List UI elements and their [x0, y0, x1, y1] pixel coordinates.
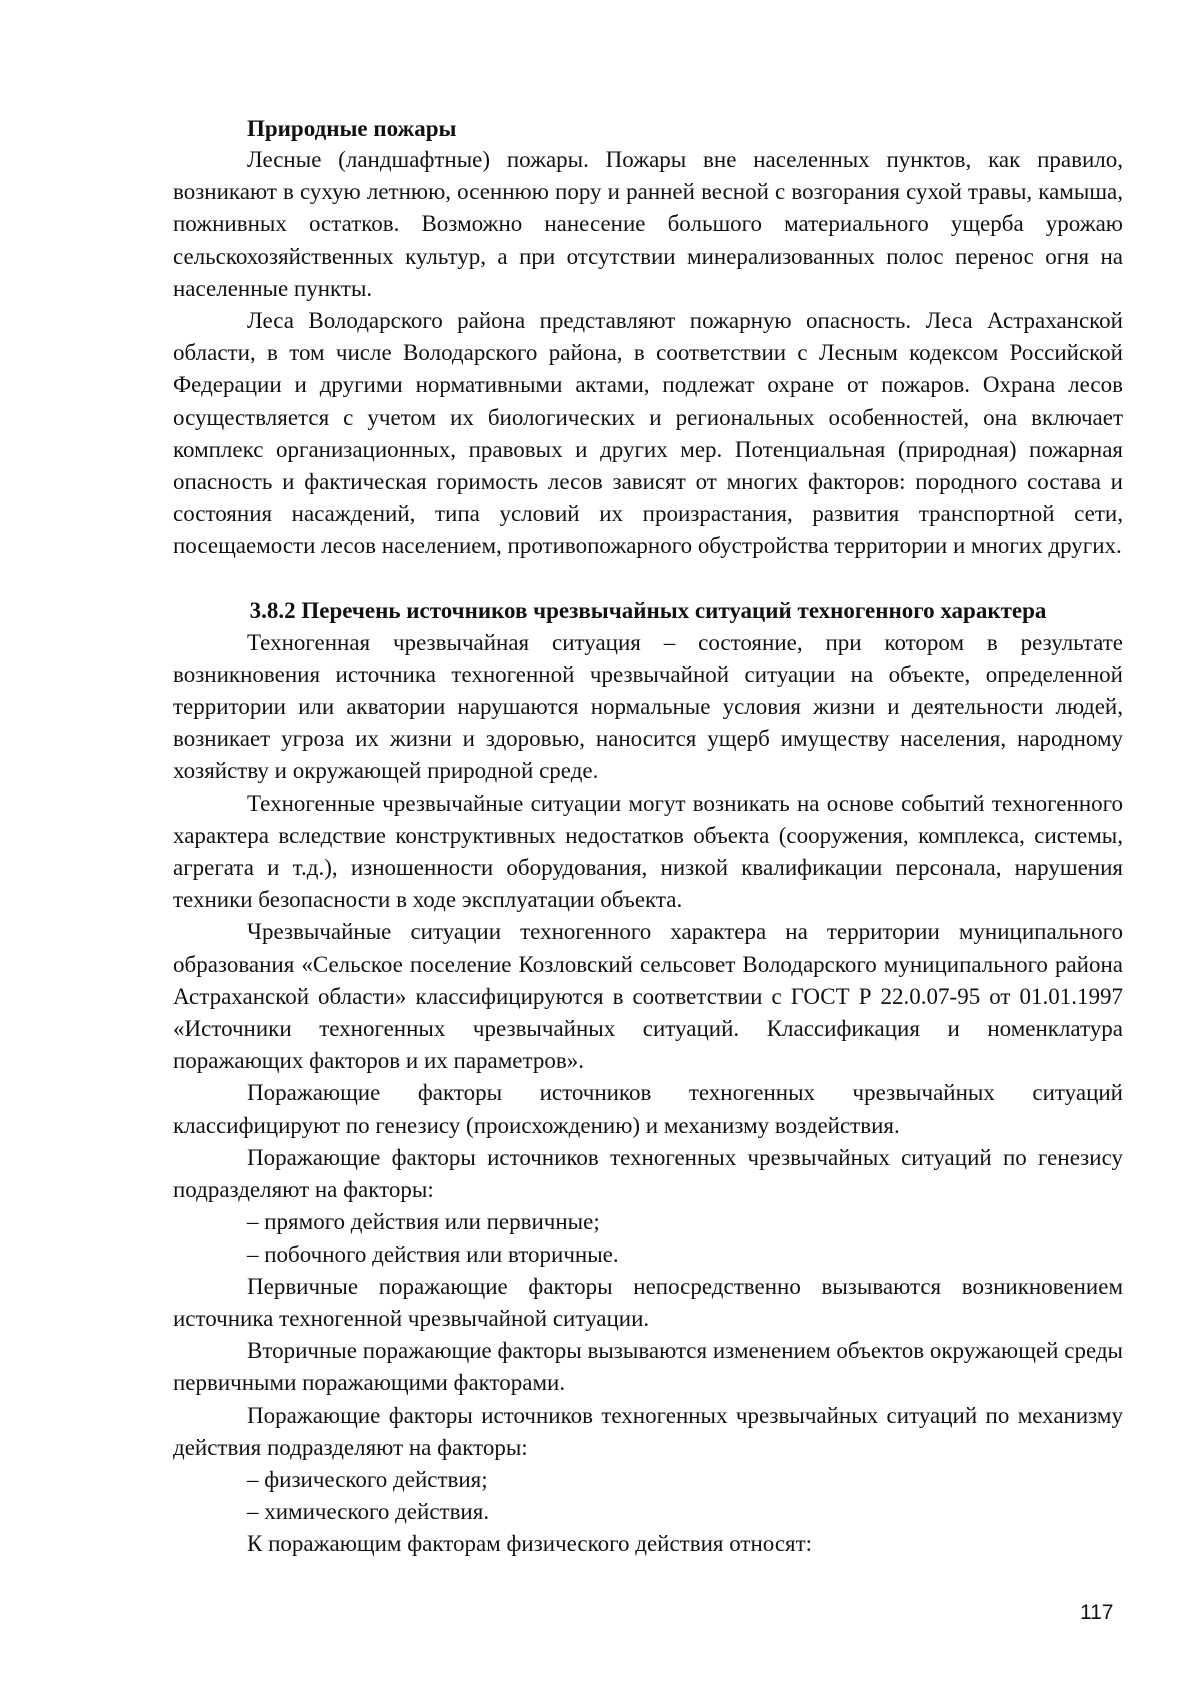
paragraph: К поражающим факторам физического действия относят: [247, 1531, 813, 1557]
paragraph: Поражающие факторы источников техногенных чрезвычайных ситуаций по механизму действия подразделяют на факторы: [173, 1402, 1123, 1460]
list-item: – физического действия; [247, 1466, 488, 1492]
list-item: – химического действия. [247, 1499, 490, 1525]
paragraph: Лесные (ландшафтные) пожары. Пожары вне населенных пунктов, как правило, возникают в сухую летнюю, осеннюю пору и ранней весной с возгорания сухой травы, камыша, пожнивных остатков. Возможно нанесение большого материального ущерба урожаю сельскохозяйственных культур, а при отсутствии минерализованных полос перенос огня на населенные пункты. [173, 147, 1123, 301]
list-item: – прямого действия или первичные; [247, 1209, 600, 1235]
page-content [173, 114, 1123, 1561]
paragraph: Поражающие факторы источников техногенных чрезвычайных ситуаций по генезису подразделяют на факторы: [173, 1144, 1123, 1203]
paragraph: Первичные поражающие факторы непосредственно вызываются возникновением источника техногенной чрезвычайной ситуации. [173, 1273, 1123, 1331]
paragraph: Поражающие факторы источников техногенных чрезвычайных ситуаций классифицируют по генезису (происхождению) и механизму воздействия. [173, 1080, 1123, 1138]
page-number: 117 [1080, 1601, 1114, 1624]
paragraph: Леса Володарского района представляют пожарную опасность. Леса Астраханской области, в том числе Володарского района, в соответствии с Лесным кодексом Российской Федерации и другими нормативными актами, подлежат охране от пожаров. Охрана лесов осуществляется с учетом их биологических и региональных особенностей, она включает комплекс организационных, правовых и других мер. Потенциальная (природная) пожарная опасность и фактическая горимость лесов зависят от многих факторов: породного состава и состояния насаждений, типа условий их произрастания, развития транспортной сети, посещаемости лесов населением, противопожарного обустройства территории и многих других. [173, 308, 1123, 559]
paragraph: Техногенная чрезвычайная ситуация – состояние, при котором в результате возникновения источника техногенной чрезвычайной ситуации на объекте, определенной территории или акватории нарушаются нормальные условия жизни и деятельности людей, возникает угроза их жизни и здоровью, наносится ущерб имуществу населения, народному хозяйству и окружающей природной среде. [173, 629, 1123, 784]
paragraph: Вторичные поражающие факторы вызываются изменением объектов окружающей среды первичными поражающими факторами. [173, 1338, 1123, 1396]
section-heading-technogenic: 3.8.2 Перечень источников чрезвычайных ситуаций техногенного характера [249, 597, 1047, 623]
section-heading-natural-fires: Природные пожары [247, 116, 457, 141]
paragraph: Техногенные чрезвычайные ситуации могут возникать на основе событий техногенного характера вследствие конструктивных недостатков объекта (сооружения, комплекса, системы, агрегата и т.д.), изношенности оборудования, низкой квалификации персонала, нарушения техники безопасности в ходе эксплуатации объекта. [173, 790, 1123, 913]
paragraph: Чрезвычайные ситуации техногенного характера на территории муниципального образования «Сельское поселение Козловский сельсовет Володарского муниципального района Астраханской области» классифицируются в соответствии с ГОСТ Р 22.0.07-95 от 01.01.1997 «Источники техногенных чрезвычайных ситуаций. Классификация и номенклатура поражающих факторов и их параметров». [173, 919, 1123, 1074]
list-item: – побочного действия или вторичные. [247, 1241, 619, 1267]
